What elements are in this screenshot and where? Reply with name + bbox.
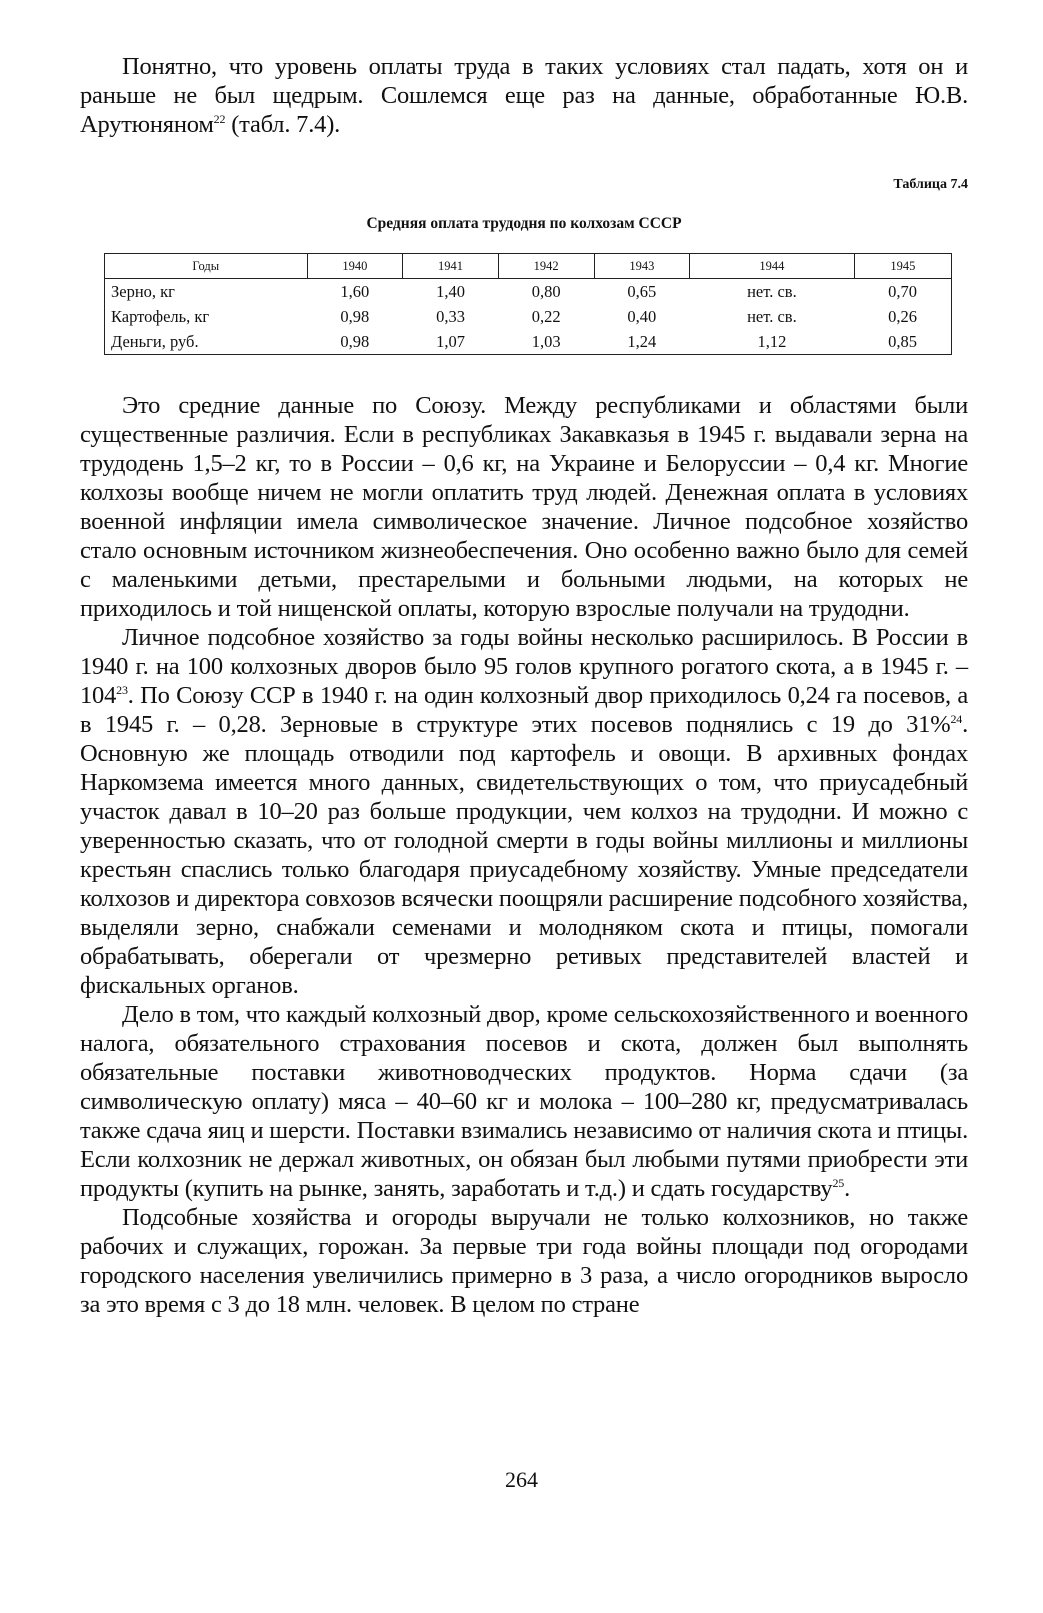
header-cell-years: Годы: [105, 254, 308, 279]
row-label-grain: Зерно, кг: [111, 281, 175, 301]
table-cell: 0,85: [888, 331, 917, 351]
footnote-ref-22: 22: [213, 111, 226, 126]
paragraph-2-part-a: Личное подсобное хозяйство за годы войны несколько расширилось. В России в 1940 г. на 100 колхозных дворов было 95 голов крупного рогатого скота, а в 1945 г. – 104: [80, 624, 968, 709]
intro-tail: (табл. 7.4).: [225, 111, 341, 138]
table-cell: 0,65: [627, 281, 657, 301]
table-cell: нет. св.: [747, 281, 797, 301]
table-caption: Таблица 7.4: [893, 177, 968, 192]
table-cell: 1,12: [757, 331, 787, 351]
paragraph-2: [80, 623, 968, 1000]
footnote-ref-23: 23: [116, 682, 128, 697]
row-label-money: Деньги, руб.: [111, 331, 199, 351]
table-row: [105, 279, 952, 305]
table-cell: 1,03: [531, 331, 561, 351]
table-cell: 0,98: [340, 306, 370, 326]
paragraph-3: [80, 1000, 968, 1203]
footnote-ref-25: 25: [832, 1175, 845, 1190]
row-label-potato: Картофель, кг: [111, 306, 210, 326]
table-header-row: [105, 254, 952, 279]
table-cell: 0,26: [888, 306, 917, 326]
intro-text: Понятно, что уровень оплаты труда в таких условиях стал падать, хотя он и раньше не был щедрым. Сошлемся еще раз на данные, обработанные Ю.В. Арутюняном: [80, 53, 968, 138]
table-cell: 1,60: [340, 281, 370, 301]
body-text: [80, 391, 968, 1319]
table-row: [105, 329, 952, 355]
header-cell-1941: 1941: [403, 254, 499, 279]
table-cell: 1,07: [436, 331, 465, 351]
table-cell: 1,24: [627, 331, 657, 351]
table-cell: 0,22: [531, 306, 561, 326]
paragraph-3-part-b: .: [844, 1175, 850, 1202]
table-row: [105, 304, 952, 329]
table-cell: 0,40: [627, 306, 657, 326]
paragraph-2-part-c: . Основную же площадь отводили под картофель и овощи. В архивных фондах Наркомзема имеется много данных, свидетельствующих о том, что приусадебный участок давал в 10–20 раз больше продукции, чем колхоз на трудодни. И можно с уверенностью сказать, что от голодной смерти в годы войны миллионы и миллионы крестьян спаслись только благодаря приусадебному хозяйству. Умные председатели колхозов и директора совхозов всячески поощряли расширение подсобного хозяйства, выделяли зерно, снабжали семенами и молодняком скота и птицы, помогали обрабатывать, оберегали от чрезмерно ретивых представителей властей и фискальных органов.: [80, 711, 968, 999]
table-cell: 0,33: [436, 306, 465, 326]
table-title: Средняя оплата трудодня по колхозам СССР: [366, 215, 682, 232]
paragraph-4: Подсобные хозяйства и огороды выручали не только колхозников, но также рабочих и служащих, горожан. За первые три года войны площади под огородами городского населения увеличились примерно в 3 раза, а число огородников выросло за это время с 3 до 18 млн. человек. В целом по стране: [80, 1204, 968, 1318]
footnote-ref-24: 24: [950, 711, 963, 726]
page-number: 264: [505, 1467, 538, 1492]
paragraph-1: Это средние данные по Союзу. Между республиками и областями были существенные различия. Если в республиках Закавказья в 1945 г. выдавали зерна на трудодень 1,5–2 кг, то в России – 0,6 кг, на Украине и Белоруссии – 0,4 кг. Многие колхозы вообще ничем не могли оплатить труд людей. Денежная оплата в условиях военной инфляции имела символическое значение. Личное подсобное хозяйство стало основным источником жизнеобеспечения. Оно особенно важно было для семей с маленькими детьми, престарелыми и больными людьми, на которых не приходилось и той нищенской оплаты, которую взрослые получали на трудодни.: [80, 392, 968, 622]
page-content: [80, 52, 968, 1319]
paragraph-2-part-b: . По Союзу ССР в 1940 г. на один колхозный двор приходилось 0,24 га посевов, а в 1945 г. – 0,28. Зерновые в структуре этих посевов поднялись с 19 до 31%: [80, 682, 968, 738]
header-cell-1944: 1944: [690, 254, 854, 279]
header-cell-1940: 1940: [307, 254, 403, 279]
table-cell: 1,40: [436, 281, 465, 301]
table-cell: 0,98: [340, 331, 370, 351]
table-cell: 0,70: [888, 281, 917, 301]
header-cell-1942: 1942: [498, 254, 594, 279]
header-cell-1943: 1943: [594, 254, 690, 279]
table-cell: 0,80: [531, 281, 561, 301]
header-cell-1945: 1945: [854, 254, 951, 279]
table-cell: нет. св.: [747, 306, 797, 326]
payment-table: [104, 253, 952, 355]
intro-paragraph: [80, 52, 968, 139]
paragraph-3-part-a: Дело в том, что каждый колхозный двор, кроме сельскохозяйственного и военного налога, обязательного страхования посевов и скота, должен был выполнять обязательные поставки животноводческих продуктов. Норма сдачи (за символическую оплату) мяса – 40–60 кг и молока – 100–280 кг, предусматривалась также сдача яиц и шерсти. Поставки взимались независимо от наличия скота и птицы. Если колхозник не держал животных, он обязан был любыми путями приобрести эти продукты (купить на рынке, занять, заработать и т.д.) и сдать государству: [80, 1001, 968, 1202]
